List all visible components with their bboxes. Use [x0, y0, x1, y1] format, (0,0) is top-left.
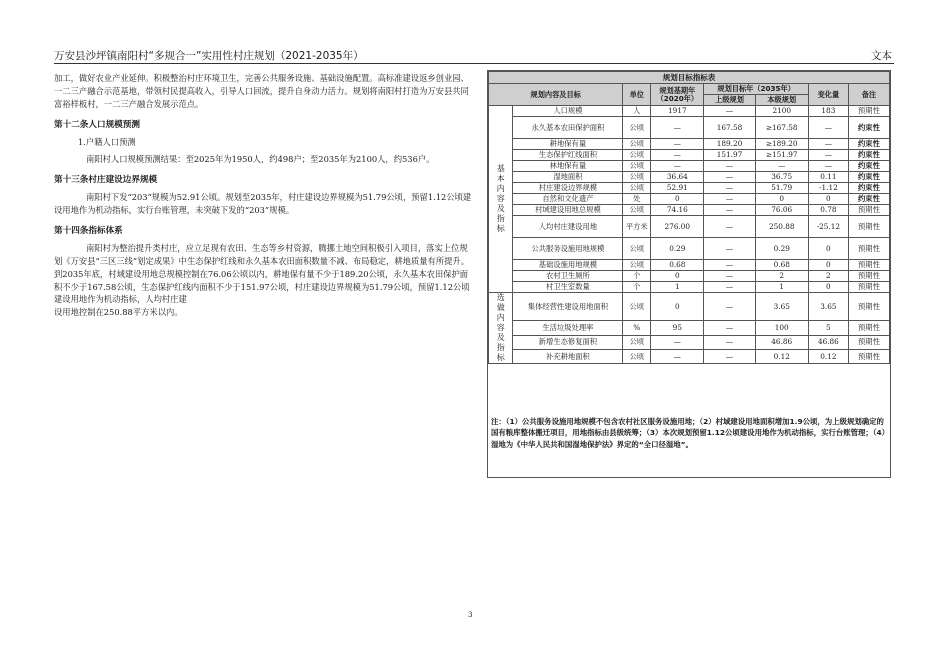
planning-targets-table [488, 71, 890, 364]
cell-unit: 人 [623, 106, 651, 117]
cell-unit: 公顷 [623, 117, 651, 139]
header-target-year: 规划目标年（2035年） [704, 84, 808, 95]
table-row [489, 349, 890, 363]
cell-base: 74.16 [651, 205, 704, 216]
cell-remark: 约束性 [848, 194, 889, 205]
table-row [489, 194, 890, 205]
cell-item: 农村卫生厕所 [513, 271, 623, 282]
section-13-title: 第十三条村庄建设边界规模 [54, 174, 158, 185]
cell-unit: % [623, 321, 651, 335]
cell-remark: 预期性 [848, 349, 889, 363]
cell-item: 人口规模 [513, 106, 623, 117]
cell-unit: 平方米 [623, 216, 651, 238]
cell-change: -25.12 [808, 216, 848, 238]
cell-upper: — [704, 335, 755, 349]
cell-base: 0.29 [651, 238, 704, 260]
table-row [489, 117, 890, 139]
section-12-text: 南阳村人口规模预测结果：至2025年为1950人，约498户；至2035年为2100人，约536户。 [86, 153, 435, 164]
cell-base: 0.68 [651, 260, 704, 271]
cell-upper: — [704, 238, 755, 260]
cell-change: 46.86 [808, 335, 848, 349]
cell-upper: — [704, 349, 755, 363]
cell-change: -1.12 [808, 183, 848, 194]
cell-local: 100 [755, 321, 808, 335]
section-12-title: 第十二条人口规模预测 [54, 119, 140, 130]
cell-remark: 预期性 [848, 282, 889, 293]
intro-paragraph: 加工，做好农业产业延伸。积极整治村庄环境卫生，完善公共服务设施、基础设施配置。高标准建设返乡创业园、一二三产融合示范基地，带领村民提高收入，引导人口回流，提升自身动力活力。规划将南阳村打造为万安县共同富裕样板村，一二三产融合发展示范点。 [54, 73, 469, 109]
cell-base: 0 [651, 271, 704, 282]
cell-local: 250.88 [755, 216, 808, 238]
table-row [489, 293, 890, 321]
cell-upper: — [704, 194, 755, 205]
cell-remark: 约束性 [848, 161, 889, 172]
cell-unit: 公顷 [623, 183, 651, 194]
table-row [489, 335, 890, 349]
header-divider [54, 63, 894, 64]
cell-local: 0.29 [755, 238, 808, 260]
cell-base: 95 [651, 321, 704, 335]
cell-upper: — [704, 321, 755, 335]
cell-base: — [651, 349, 704, 363]
cell-item: 集体经营性建设用地面积 [513, 293, 623, 321]
cell-change: 0 [808, 260, 848, 271]
cell-change: 0.78 [808, 205, 848, 216]
cell-item: 生活垃圾处理率 [513, 321, 623, 335]
cell-remark: 预期性 [848, 205, 889, 216]
section-14-text-continued: 设用地控制在250.88平方米以内。 [54, 307, 183, 318]
cell-base: — [651, 161, 704, 172]
cell-base: — [651, 150, 704, 161]
table-row [489, 216, 890, 238]
header-upper-plan: 上级规划 [704, 95, 755, 106]
cell-local: 2100 [755, 106, 808, 117]
cell-base: 52.91 [651, 183, 704, 194]
cell-item: 生态保护红线面积 [513, 150, 623, 161]
cell-local: 51.79 [755, 183, 808, 194]
cell-unit: 公顷 [623, 150, 651, 161]
cell-upper: 151.97 [704, 150, 755, 161]
cell-item: 村庄建设边界规模 [513, 183, 623, 194]
cell-local: ≥167.58 [755, 117, 808, 139]
cell-item: 人均村庄建设用地 [513, 216, 623, 238]
cell-change: 5 [808, 321, 848, 335]
cell-upper: 189.20 [704, 139, 755, 150]
header-base-year: 规划基期年（2020年） [651, 84, 704, 106]
page-header [54, 46, 894, 64]
cell-base: 36.64 [651, 172, 704, 183]
cell-base: — [651, 335, 704, 349]
section-14-text: 南阳村为整治提升类村庄，应立足现有农田、生态等乡村资源，腾挪土地空间积极引入项目，落实上位规划《万安县“三区三线”划定成果》中生态保护红线和永久基本农田面积数量不减、布局稳定，耕地质量有所提升。到2035年底，村域建设用地总规模控制在76.06公顷以内，耕地保有量不少于189.20公顷，永久基本农田保护面积不少于167.58公顷，生态保护红线内面积不少于151.97公顷，村庄建设边界规模为51.79公顷，预留1.12公顷建设用地作为机动指标，人均村庄建 [54, 242, 470, 305]
cell-change: 2 [808, 271, 848, 282]
table-row [489, 271, 890, 282]
cell-unit: 处 [623, 194, 651, 205]
cell-remark: 约束性 [848, 150, 889, 161]
cell-change: — [808, 117, 848, 139]
cell-local: 36.75 [755, 172, 808, 183]
category-basic: 基本内容及指标 [496, 164, 505, 233]
cell-base: — [651, 117, 704, 139]
cell-unit: 公顷 [623, 260, 651, 271]
cell-local: 2 [755, 271, 808, 282]
cell-local: 0.12 [755, 349, 808, 363]
cell-item: 基础设施用地规模 [513, 260, 623, 271]
cell-item: 村域建设用地总规模 [513, 205, 623, 216]
table-footnote: 注：（1）公共服务设施用地规模不包含农村社区服务设施用地；（2）村域建设用地面积增加1.9公顷，为上级规划确定的国有粮库整体搬迁项目，用地指标由县级统筹；（3）本次规划预留1.12公顷建设用地作为机动指标，实行台账管理；（4）湿地为《中华人民共和国湿地保护法》界定的“全口径湿地”。 [491, 417, 886, 449]
planning-targets-table-panel [487, 70, 891, 478]
cell-local: 3.65 [755, 293, 808, 321]
cell-item: 新增生态修复面积 [513, 335, 623, 349]
document-type-tag: 文本 [871, 50, 892, 62]
cell-remark: 约束性 [848, 183, 889, 194]
table-row [489, 282, 890, 293]
table-row [489, 260, 890, 271]
table-row [489, 150, 890, 161]
table-row [489, 161, 890, 172]
cell-item: 公共服务设施用地规模 [513, 238, 623, 260]
section-14-title: 第十四条指标体系 [54, 225, 123, 236]
category-optional: 选做内容及指标 [496, 293, 505, 362]
cell-unit: 公顷 [623, 335, 651, 349]
header-item: 规划内容及目标 [489, 84, 623, 106]
cell-change: 0 [808, 282, 848, 293]
table-row [489, 139, 890, 150]
cell-local: 0 [755, 194, 808, 205]
section-12-subtitle: 1.户籍人口预测 [78, 136, 136, 147]
cell-local: 46.86 [755, 335, 808, 349]
cell-upper: — [704, 271, 755, 282]
cell-local: 0.68 [755, 260, 808, 271]
cell-unit: 公顷 [623, 161, 651, 172]
cell-change: — [808, 161, 848, 172]
cell-upper: — [704, 172, 755, 183]
cell-unit: 个 [623, 271, 651, 282]
cell-unit: 个 [623, 282, 651, 293]
cell-remark: 预期性 [848, 335, 889, 349]
section-13-text: 南阳村下发“203”规模为52.91公顷。规划至2035年，村庄建设边界规模为51.79公顷，预留1.12公顷建设用地作为机动指标，实行台账管理，未突破下发的“203”规模。 [54, 191, 472, 215]
table-caption: 规划目标指标表 [489, 72, 890, 84]
table-row [489, 238, 890, 260]
cell-unit: 公顷 [623, 205, 651, 216]
cell-base: 0 [651, 194, 704, 205]
table-row [489, 106, 890, 117]
table-row [489, 183, 890, 194]
cell-remark: 预期性 [848, 216, 889, 238]
cell-remark: 预期性 [848, 271, 889, 282]
cell-change: — [808, 150, 848, 161]
page-number: 3 [468, 611, 473, 619]
header-remark: 备注 [848, 84, 889, 106]
header-unit: 单位 [623, 84, 651, 106]
header-local-plan: 本级规划 [755, 95, 808, 106]
cell-item: 补充耕地面积 [513, 349, 623, 363]
cell-upper: — [704, 260, 755, 271]
document-title: 万安县沙坪镇南阳村“多规合一”实用性村庄规划（2021-2035年） [54, 50, 364, 62]
cell-remark: 预期性 [848, 238, 889, 260]
cell-upper: — [704, 161, 755, 172]
header-change: 变化量 [808, 84, 848, 106]
cell-remark: 约束性 [848, 117, 889, 139]
cell-base: — [651, 139, 704, 150]
cell-remark: 预期性 [848, 293, 889, 321]
cell-local: ≥189.20 [755, 139, 808, 150]
table-row [489, 321, 890, 335]
cell-change: 183 [808, 106, 848, 117]
cell-upper: 167.58 [704, 117, 755, 139]
cell-unit: 公顷 [623, 349, 651, 363]
cell-local: 1 [755, 282, 808, 293]
body-text-column [54, 72, 472, 319]
cell-remark: 预期性 [848, 106, 889, 117]
cell-remark: 约束性 [848, 139, 889, 150]
cell-change: 0.11 [808, 172, 848, 183]
cell-upper: — [704, 106, 755, 117]
cell-change: 0.12 [808, 349, 848, 363]
cell-change: — [808, 139, 848, 150]
cell-change: 3.65 [808, 293, 848, 321]
cell-remark: 预期性 [848, 321, 889, 335]
cell-change: 0 [808, 238, 848, 260]
cell-unit: 公顷 [623, 172, 651, 183]
cell-base: 1 [651, 282, 704, 293]
cell-item: 永久基本农田保护面积 [513, 117, 623, 139]
cell-remark: 约束性 [848, 172, 889, 183]
cell-item: 自然和文化遗产 [513, 194, 623, 205]
cell-unit: 公顷 [623, 139, 651, 150]
table-row [489, 172, 890, 183]
cell-local: — [755, 161, 808, 172]
cell-item: 湿地面积 [513, 172, 623, 183]
cell-local: ≥151.97 [755, 150, 808, 161]
cell-upper: — [704, 216, 755, 238]
cell-upper: — [704, 205, 755, 216]
cell-base: 0 [651, 293, 704, 321]
cell-upper: — [704, 282, 755, 293]
cell-base: 276.00 [651, 216, 704, 238]
cell-local: 76.06 [755, 205, 808, 216]
cell-unit: 公顷 [623, 238, 651, 260]
cell-unit: 公顷 [623, 293, 651, 321]
cell-upper: — [704, 183, 755, 194]
table-row [489, 205, 890, 216]
cell-change: 0 [808, 194, 848, 205]
cell-item: 林地保有量 [513, 161, 623, 172]
cell-upper: — [704, 293, 755, 321]
cell-item: 耕地保有量 [513, 139, 623, 150]
cell-item: 村卫生室数量 [513, 282, 623, 293]
cell-base: 1917 [651, 106, 704, 117]
cell-remark: 预期性 [848, 260, 889, 271]
